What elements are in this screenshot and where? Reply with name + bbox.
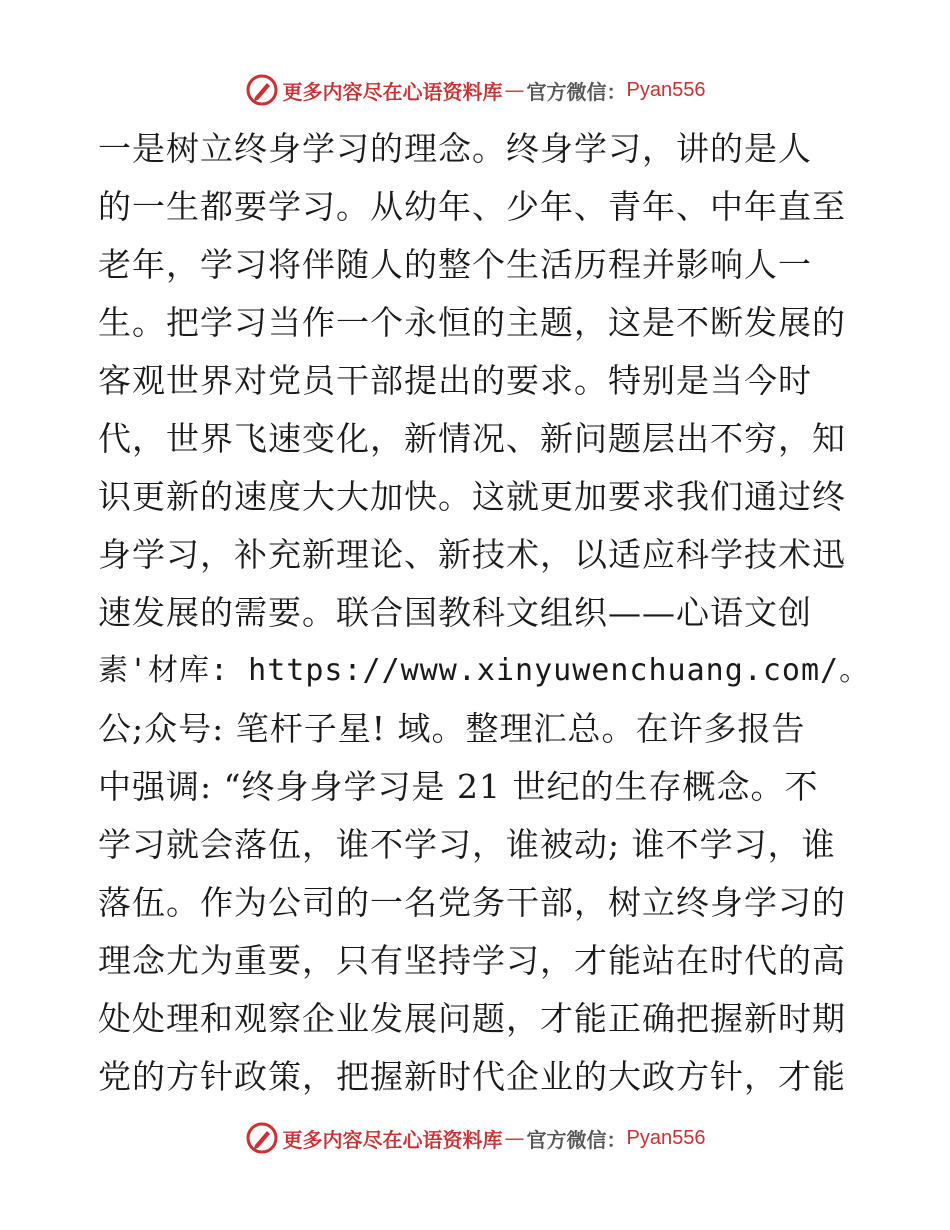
pen-logo-icon [245, 1121, 279, 1155]
watermark-brand: 更多内容尽在心语资料库 [282, 79, 503, 104]
header-watermark [0, 70, 950, 110]
paragraph-line: 学习就会落伍，谁不学习，谁被动; 谁不学习，谁 [98, 825, 836, 864]
paragraph-line: 一是树立终身学习的理念。终身学习，讲的是人 [98, 129, 812, 168]
watermark-dash: — [504, 78, 525, 102]
watermark-wechat-id: Pyan556 [626, 1126, 706, 1149]
paragraph-line: 代，世界飞速变化，新情况、新问题层出不穷，知 [98, 419, 846, 458]
watermark-wechat-id: Pyan556 [626, 78, 706, 101]
paragraph-line: 身学习，补充新理论、新技术，以适应科学技术迅 [98, 535, 846, 574]
watermark-official-label: 官方微信： [526, 1127, 627, 1152]
paragraph-line: 理念尤为重要，只有坚持学习，才能站在时代的高 [98, 941, 846, 980]
watermark-official-label: 官方微信： [526, 79, 627, 104]
paragraph-line: 党的方针政策，把握新时代企业的大政方针，才能 [98, 1057, 846, 1096]
paragraph-line: 落伍。作为公司的一名党务干部，树立终身学习的 [98, 883, 846, 922]
document-body [98, 120, 871, 1106]
watermark-dash: — [504, 1126, 525, 1150]
pen-logo-icon [245, 73, 279, 107]
paragraph-line: 老年，学习将伴随人的整个生活历程并影响人一 [98, 245, 812, 284]
paragraph-line: 速发展的需要。联合国教科文组织——心语文创 [98, 593, 812, 632]
paragraph-line: 生。把学习当作一个永恒的主题，这是不断发展的 [98, 303, 846, 342]
paragraph-line: 中强调: “终身身学习是 21 世纪的生存概念。不 [98, 767, 819, 806]
footer-watermark [0, 1118, 950, 1158]
paragraph-line: 识更新的速度大大加快。这就更加要求我们通过终 [98, 477, 846, 516]
paragraph-line: 客观世界对党员干部提出的要求。特别是当今时 [98, 361, 812, 400]
paragraph-line-url: 素'材库: https://www.xinyuwenchuang.com/。 [98, 653, 871, 688]
paragraph-line: 处处理和观察企业发展问题，才能正确把握新时期 [98, 999, 846, 1038]
paragraph-line: 公;众号: 笔杆子星! 域。整理汇总。在许多报告 [98, 709, 806, 748]
paragraph-line: 的一生都要学习。从幼年、少年、青年、中年直至 [98, 187, 846, 226]
watermark-brand: 更多内容尽在心语资料库 [282, 1127, 503, 1152]
